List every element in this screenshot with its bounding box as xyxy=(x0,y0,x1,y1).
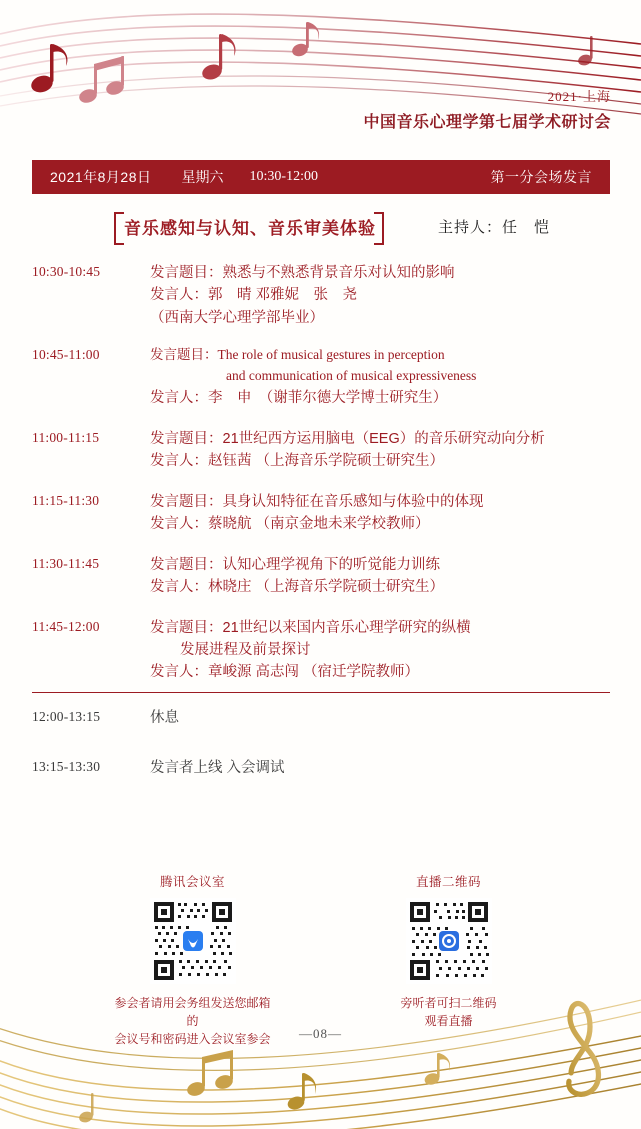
agenda-line: （西南大学心理学部毕业） xyxy=(150,309,324,326)
agenda-line: 发言题目：熟悉与不熟悉背景音乐对认知的影响 xyxy=(150,265,455,281)
agenda-list xyxy=(32,262,610,796)
agenda-row xyxy=(32,491,610,536)
agenda-time: 11:00-11:15 xyxy=(32,429,100,445)
section-heading xyxy=(32,212,610,241)
agenda-body xyxy=(150,491,610,536)
session-date: 2021年8月28日 xyxy=(50,169,152,185)
section-title: 音乐感知与认知、音乐审美体验 xyxy=(124,219,376,238)
agenda-line: 发言人：章峻源 高志闯 （宿迁学院教师） xyxy=(150,664,420,681)
agenda-time: 11:15-11:30 xyxy=(32,492,100,508)
agenda-line: 发言人：蔡晓航 （南京金地未来学校教师） xyxy=(150,516,430,533)
agenda-body xyxy=(150,617,610,684)
agenda-row xyxy=(32,617,610,684)
agenda-line: 发言人：李 申 （谢菲尔德大学博士研究生） xyxy=(150,390,448,407)
qr-section xyxy=(0,872,641,1048)
agenda-line: 发言人：郭 晴 邓雅妮 张 尧 xyxy=(150,287,358,304)
agenda-body xyxy=(150,262,610,329)
qr-code-image[interactable] xyxy=(150,898,236,984)
agenda-row xyxy=(32,262,610,329)
session-info-bar xyxy=(32,160,610,194)
agenda-time: 10:45-11:00 xyxy=(32,347,100,363)
agenda-body: 发言者上线 入会调试 xyxy=(150,760,285,777)
agenda-body: 休息 xyxy=(150,709,179,726)
page-number: —08— xyxy=(299,1026,342,1041)
agenda-line: 发言题目：The role of musical gestures in perception xyxy=(150,347,445,363)
agenda-line: 发言人：赵钰茜 （上海音乐学院硕士研究生） xyxy=(150,453,445,470)
qr-label: 腾讯会议室 xyxy=(159,875,225,889)
agenda-time: 12:00-13:15 xyxy=(32,708,101,724)
agenda-time: 11:45-12:00 xyxy=(32,618,100,634)
agenda-time: 11:30-11:45 xyxy=(32,555,100,571)
qr-label: 直播二维码 xyxy=(415,875,481,889)
agenda-line: and communication of musical expressiveness xyxy=(226,368,477,384)
agenda-row-break xyxy=(32,707,610,729)
session-host: 主持人：任 恺 xyxy=(438,219,551,236)
agenda-divider xyxy=(32,692,610,693)
live-stream-icon[interactable] xyxy=(406,898,492,984)
agenda-row-setup xyxy=(32,757,610,779)
agenda-time: 10:30-10:45 xyxy=(32,264,101,279)
tencent-meeting-icon[interactable] xyxy=(150,898,236,984)
qr-note-line: 参会者请用会务组发送您邮箱的 xyxy=(114,996,271,1028)
agenda-line: 发言题目：21世纪西方运用脑电（EEG）的音乐研究动向分析 xyxy=(150,430,545,447)
qr-note-line: 会议号和密码进入会议室参会 xyxy=(114,1032,271,1046)
section-title-bracket xyxy=(114,212,384,241)
agenda-time: 13:15-13:30 xyxy=(32,759,101,775)
session-venue: 第一分会场发言 xyxy=(490,169,592,185)
agenda-line: 发言题目：具身认知特征在音乐感知与体验中的体现 xyxy=(150,493,484,510)
session-time: 10:30-12:00 xyxy=(249,169,318,184)
agenda-row xyxy=(32,428,610,473)
agenda-line: 发言题目：21世纪以来国内音乐心理学研究的纵横 xyxy=(150,619,471,636)
agenda-row xyxy=(32,345,610,409)
agenda-body xyxy=(150,428,610,473)
agenda-line: 发展进程及前景探讨 xyxy=(180,642,311,658)
header-conference-title: 中国音乐心理学第七届学术研讨会 xyxy=(363,114,611,131)
agenda-body xyxy=(150,554,610,599)
qr-note-line: 旁听者可扫二维码 xyxy=(400,996,497,1010)
agenda-line: 发言题目：认知心理学视角下的听觉能力训练 xyxy=(150,556,440,573)
header-year: 2021·上海 xyxy=(547,89,611,104)
qr-code-image[interactable] xyxy=(406,898,492,984)
qr-note-line: 观看直播 xyxy=(424,1014,473,1028)
agenda-row xyxy=(32,554,610,599)
agenda-body xyxy=(150,345,610,409)
qr-note xyxy=(369,994,529,1030)
qr-block-meeting xyxy=(113,872,273,1048)
agenda-line: 发言人：林晓庄 （上海音乐学院硕士研究生） xyxy=(150,579,445,596)
document-header xyxy=(363,86,611,132)
session-weekday: 星期六 xyxy=(181,169,224,185)
qr-block-live xyxy=(369,872,529,1048)
